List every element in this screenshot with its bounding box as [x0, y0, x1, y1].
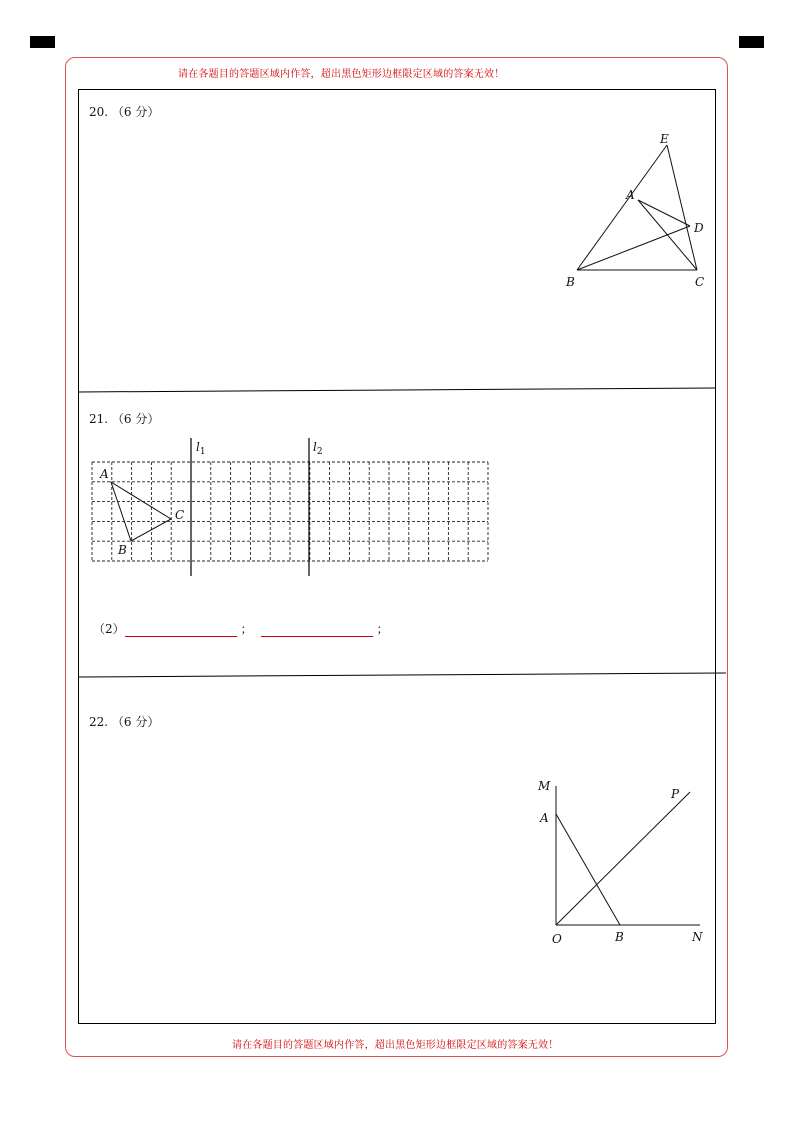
answer-blank-1[interactable] — [125, 624, 237, 637]
separator: ； — [376, 622, 389, 636]
footer-notice: 请在各题目的答题区域内作答，超出黑色矩形边框限定区域的答案无效！ — [232, 1040, 559, 1051]
label-A: A — [100, 467, 109, 481]
triangle-ABC — [111, 482, 171, 541]
label-A: A — [626, 188, 635, 202]
separator: ； — [240, 622, 253, 636]
label-B: B — [615, 930, 624, 944]
question-21-header — [89, 410, 159, 427]
answer-blank-2[interactable] — [261, 624, 373, 637]
label-B: B — [118, 543, 127, 557]
label-l2: $l_2$ — [313, 440, 323, 457]
label-E: E — [660, 132, 669, 146]
figure-q22 — [530, 772, 720, 952]
question-21-part2 — [93, 620, 389, 637]
question-20-header — [89, 103, 159, 120]
question-22-header — [89, 713, 159, 730]
label-O: O — [552, 932, 562, 946]
header-notice: 请在各题目的答题区域内作答，超出黑色矩形边框限定区域的答案无效！ — [178, 69, 505, 80]
question-points: （6 分） — [111, 412, 160, 426]
segment-BD — [577, 226, 690, 270]
part2-label: （2） — [93, 622, 125, 636]
segment-AB — [556, 814, 620, 925]
question-number: 22. — [89, 715, 109, 729]
label-D: D — [694, 221, 704, 235]
label-C: C — [695, 275, 705, 289]
label-A: A — [540, 811, 549, 825]
question-points: （6 分） — [111, 105, 160, 119]
question-number: 20. — [89, 105, 109, 119]
ray-OP — [556, 792, 690, 925]
segment-AD — [638, 200, 690, 226]
segment-EC — [667, 145, 697, 270]
question-number: 21. — [89, 412, 109, 426]
label-B: B — [566, 275, 575, 289]
label-C: C — [175, 508, 185, 522]
figure-q21-grid — [80, 430, 500, 585]
label-l1: $l_1$ — [196, 440, 206, 457]
label-M: M — [538, 779, 551, 793]
label-P: P — [671, 787, 680, 801]
question-points: （6 分） — [111, 715, 160, 729]
figure-q20 — [560, 128, 720, 293]
label-N: N — [692, 930, 703, 944]
